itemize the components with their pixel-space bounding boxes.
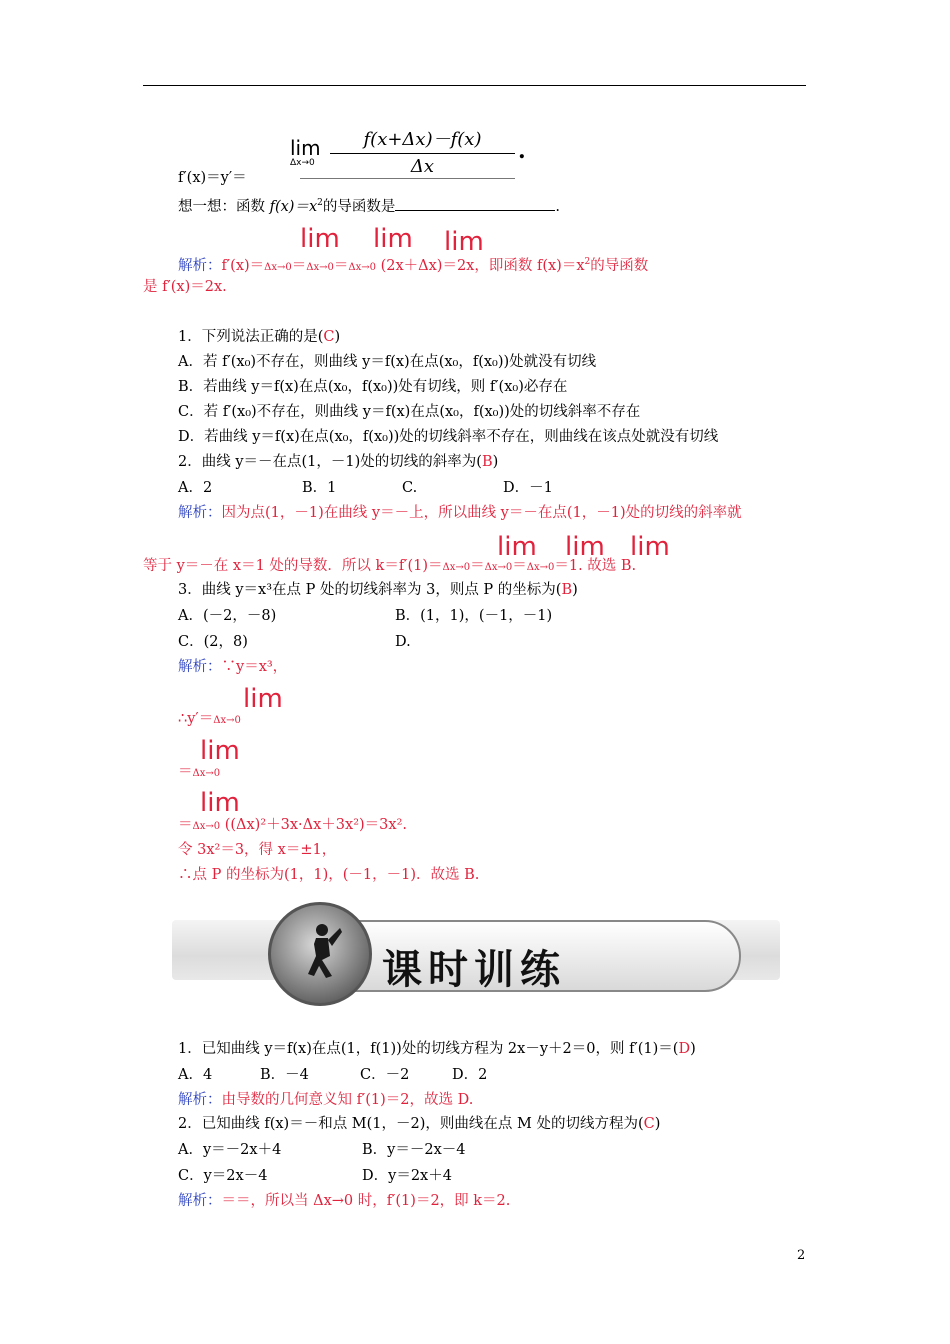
q2-solution-line2: 等于 y＝－在 x＝1 处的导数．所以 k＝f′(1)＝Δx→0＝Δx→0＝Δx→0＝1. 故选 B. — [143, 558, 637, 574]
lim-8: lim — [200, 736, 240, 766]
top-formula-lim: lim Δx→0 — [290, 136, 321, 168]
top-formula-fraction: $\frac{f(x+\Delta x)-f(x)}{\Delta x}$ — [330, 125, 515, 177]
lim-6: lim — [630, 532, 670, 562]
top-formula-lhs: f′(x)＝y′＝ — [178, 170, 247, 186]
p1-option-c: C．－2 — [360, 1067, 410, 1083]
p1-option-a: A．4 — [178, 1067, 213, 1083]
p2-option-b: B．y＝－2x－4 — [362, 1142, 466, 1158]
lim-1: lim — [300, 224, 340, 254]
climber-icon — [296, 920, 342, 980]
lim-3: lim — [444, 227, 484, 257]
p2-solution: 解析：＝＝，所以当 Δx→0 时，f′(1)＝2，即 k＝2. — [178, 1193, 511, 1209]
q1-option-d: D．若曲线 y＝f(x)在点(x₀，f(x₀))处的切线斜率不存在，则曲线在该点处就没有切线 — [178, 429, 719, 445]
lim-9: lim — [200, 788, 240, 818]
answer-blank — [395, 198, 555, 211]
p1-option-b: B．－4 — [260, 1067, 309, 1083]
q3-solution-line4: ＝Δx→0 ((Δx)²＋3x·Δx＋3x²)＝3x². — [178, 817, 408, 833]
q3-solution-line6: ∴点 P 的坐标为(1，1)，(－1，－1)．故选 B. — [178, 867, 480, 883]
lim-7: lim — [243, 684, 283, 714]
q2-option-a: A．2 — [178, 480, 213, 496]
p2-stem: 2．已知曲线 f(x)＝－和点 M(1，－2)，则曲线在点 M 处的切线方程为(C) — [178, 1116, 661, 1132]
q1-option-b: B．若曲线 y＝f(x)在点(x₀，f(x₀))处有切线，则 f′(x₀)必存在 — [178, 379, 568, 395]
think-question: 想一想：函数 $f(x)=x^2$的导函数是 . — [178, 198, 560, 215]
banner-title: 课时训练 — [382, 947, 566, 993]
q2-option-d: D．－1 — [503, 480, 553, 496]
q3-option-d: D. — [395, 634, 411, 650]
q1-option-a: A．若 f′(x₀)不存在，则曲线 y＝f(x)在点(x₀，f(x₀))处就没有切线 — [178, 354, 597, 370]
p1-option-d: D．2 — [452, 1067, 488, 1083]
top-formula-period: . — [518, 138, 526, 164]
q3-solution-line5: 令 3x²＝3，得 x＝±1， — [178, 842, 337, 858]
think-solution-line2: 是 f′(x)＝2x. — [143, 279, 227, 295]
page-number: 2 — [797, 1248, 806, 1263]
q2-option-b: B．1 — [302, 480, 337, 496]
q3-solution-line1: 解析：∵y＝x³， — [178, 659, 288, 675]
q3-stem: 3．曲线 y＝x³在点 P 处的切线斜率为 3，则点 P 的坐标为(B) — [178, 582, 578, 598]
lim-2: lim — [373, 224, 413, 254]
p2-option-c: C．y＝2x－4 — [178, 1168, 268, 1184]
q2-option-c: C. — [402, 480, 418, 496]
lesson-banner — [172, 898, 780, 1008]
formula-underline — [300, 178, 515, 179]
header-rule — [143, 85, 806, 86]
q3-option-c: C．(2，8) — [178, 634, 248, 650]
q1-stem: 1．下列说法正确的是(C) — [178, 329, 341, 345]
q2-solution-line1: 解析：因为点(1，－1)在曲线 y＝－上，所以曲线 y＝－在点(1，－1)处的切线的斜率就 — [178, 505, 742, 521]
lim-4: lim — [497, 532, 537, 562]
q2-stem: 2．曲线 y＝－在点(1，－1)处的切线的斜率为(B) — [178, 454, 499, 470]
p2-option-a: A．y＝－2x＋4 — [178, 1142, 282, 1158]
p1-stem: 1．已知曲线 y＝f(x)在点(1，f(1))处的切线方程为 2x－y＋2＝0，则 f′(1)＝(D) — [178, 1041, 696, 1057]
p1-solution: 解析：由导数的几何意义知 f′(1)＝2，故选 D. — [178, 1092, 474, 1108]
think-solution-line1: 解析：f′(x)＝Δx→0＝Δx→0＝Δx→0 (2x＋Δx)＝2x，即函数 $f(x)=x^2$的导函数 — [178, 257, 649, 274]
q3-option-a: A．(－2，－8) — [178, 608, 277, 624]
lim-5: lim — [565, 532, 605, 562]
q3-solution-line3: ＝Δx→0 — [178, 764, 221, 780]
q3-solution-line2: ∴y′＝Δx→0 — [178, 711, 241, 727]
p2-option-d: D．y＝2x＋4 — [362, 1168, 452, 1184]
q1-option-c: C．若 f′(x₀)不存在，则曲线 y＝f(x)在点(x₀，f(x₀))处的切线斜率不存在 — [178, 404, 641, 420]
q3-option-b: B．(1，1)，(－1，－1) — [395, 608, 553, 624]
